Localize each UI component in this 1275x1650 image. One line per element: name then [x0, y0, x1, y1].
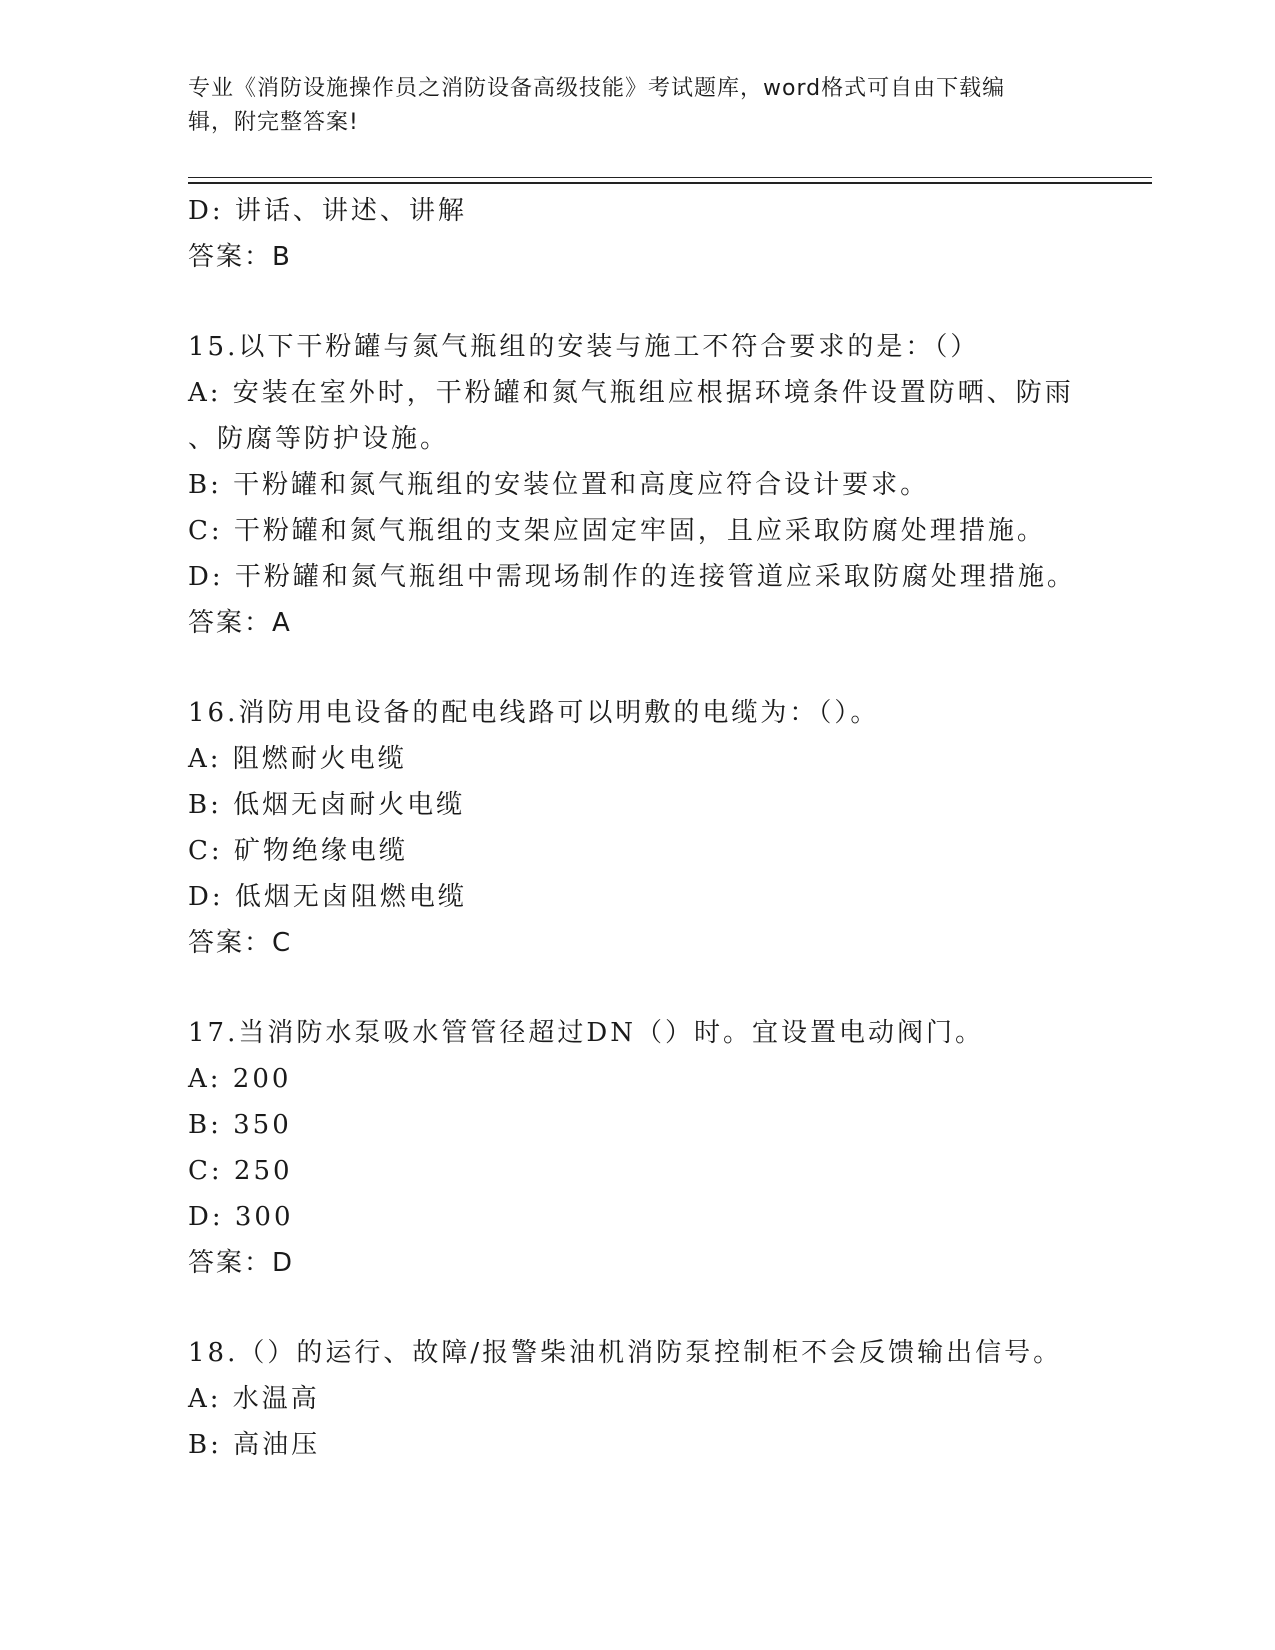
question-16 [188, 690, 1148, 966]
option-d: D: 低烟无卤阻燃电缆 [188, 882, 467, 912]
header-divider-thin [188, 177, 1152, 178]
option-c: C: 250 [188, 1156, 293, 1186]
question-18 [188, 1330, 1148, 1468]
option-b: B: 干粉罐和氮气瓶组的安装位置和高度应符合设计要求。 [188, 470, 930, 500]
question-stem: 17.当消防水泵吸水管管径超过DN（）时。宜设置电动阀门。 [188, 1018, 984, 1048]
option-b: B: 高油压 [188, 1430, 321, 1460]
option-d: D: 干粉罐和氮气瓶组中需现场制作的连接管道应采取防腐处理措施。 [188, 562, 1076, 592]
answer-line: 答案：B [188, 242, 292, 272]
question-stem: 15.以下干粉罐与氮气瓶组的安装与施工不符合要求的是：（） [188, 332, 980, 362]
header-line-2: 辑，附完整答案! [188, 110, 359, 135]
question-stem: 18.（）的运行、故障/报警柴油机消防泵控制柜不会反馈输出信号。 [188, 1338, 1063, 1368]
prev-question-tail [188, 188, 1148, 280]
option-d: D: 讲话、讲述、讲解 [188, 196, 467, 226]
question-list [188, 188, 1148, 1468]
option-a-continued: 、防腐等防护设施。 [188, 424, 450, 454]
answer-line: 答案：D [188, 1248, 295, 1278]
question-17 [188, 1010, 1148, 1286]
header-divider-thick [188, 182, 1152, 184]
option-c: C: 干粉罐和氮气瓶组的支架应固定牢固，且应采取防腐处理措施。 [188, 516, 1046, 546]
answer-line: 答案：A [188, 608, 292, 638]
option-a: A: 水温高 [188, 1384, 320, 1414]
option-d: D: 300 [188, 1202, 294, 1232]
page-header [188, 72, 1068, 140]
question-stem: 16.消防用电设备的配电线路可以明敷的电缆为：（）。 [188, 698, 880, 728]
question-15 [188, 324, 1148, 646]
option-a: A: 200 [188, 1064, 292, 1094]
option-a: A: 阻燃耐火电缆 [188, 744, 407, 774]
option-b: B: 350 [188, 1110, 292, 1140]
option-c: C: 矿物绝缘电缆 [188, 836, 408, 866]
answer-line: 答案：C [188, 928, 293, 958]
option-b: B: 低烟无卤耐火电缆 [188, 790, 466, 820]
option-a: A: 安装在室外时，干粉罐和氮气瓶组应根据环境条件设置防晒、防雨 [188, 378, 1074, 408]
header-line-1: 专业《消防设施操作员之消防设备高级技能》考试题库，word格式可自由下载编 [188, 76, 1006, 101]
